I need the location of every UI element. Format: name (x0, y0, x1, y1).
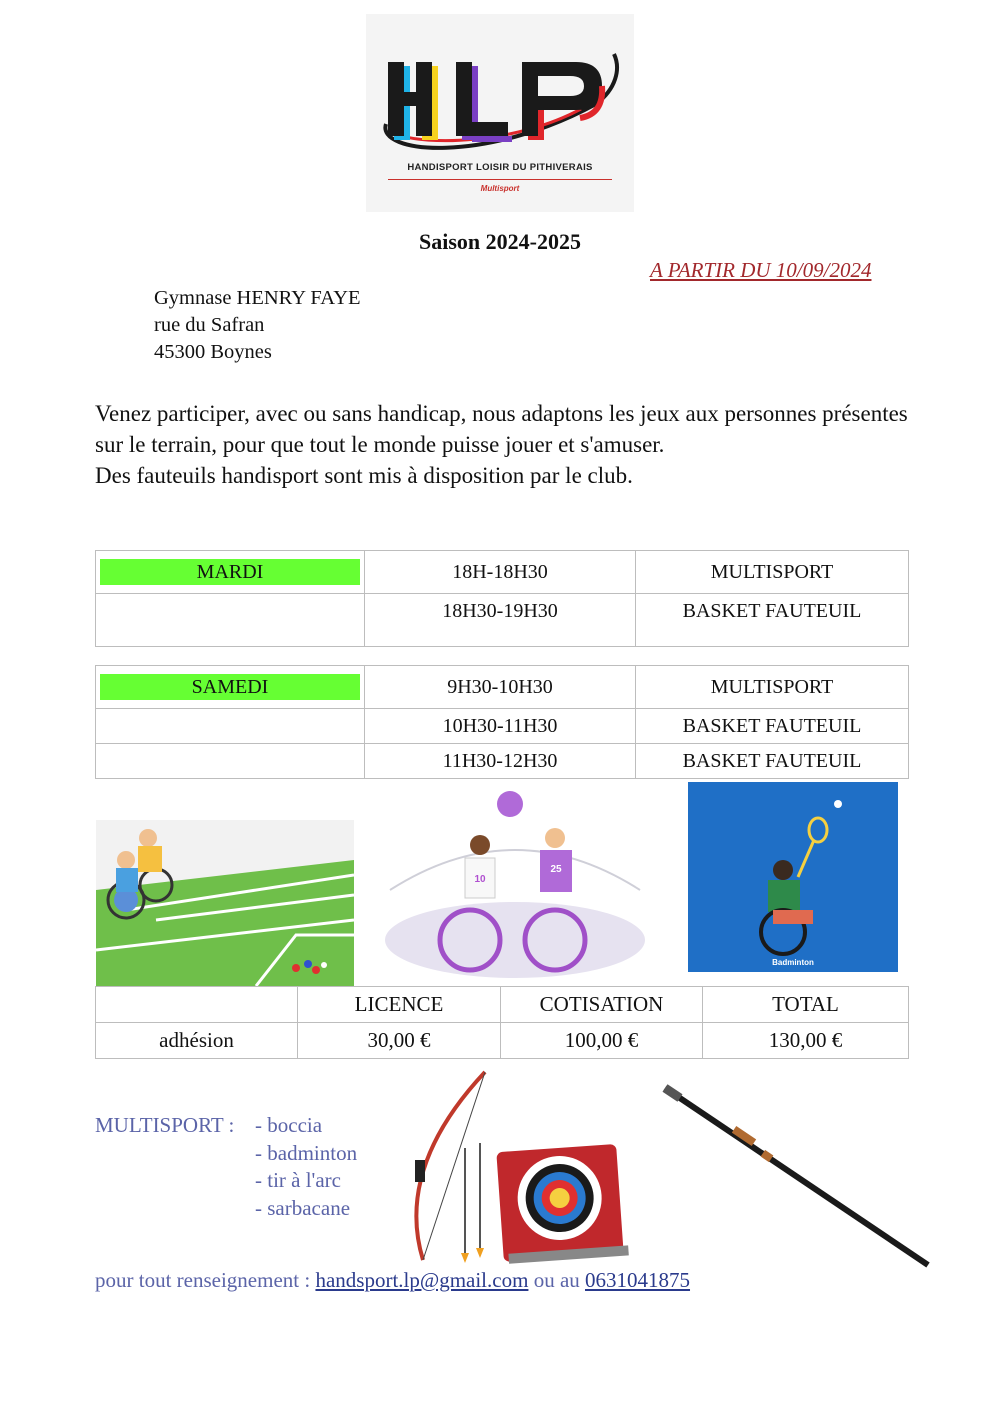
archery-illustration (405, 1068, 635, 1268)
licence-value: 30,00 € (298, 1023, 501, 1059)
wheelchair-note: Des fauteuils handisport sont mis à disposition par le club. (95, 463, 633, 488)
email-link[interactable]: handsport.lp@gmail.com (315, 1268, 529, 1292)
blowgun-illustration (660, 1080, 935, 1270)
boccia-illustration (96, 820, 354, 986)
empty-cell (96, 594, 365, 647)
time-cell: 18H30-19H30 (365, 594, 636, 647)
schedule-table-tuesday (95, 550, 909, 647)
list-item: - badminton (255, 1140, 358, 1165)
contact-middle: ou au (528, 1268, 586, 1292)
day-label: MARDI (100, 559, 360, 585)
fees-table (95, 986, 909, 1059)
start-date: A PARTIR DU 10/09/2024 (650, 258, 872, 282)
table-row (96, 709, 909, 744)
day-cell (96, 551, 365, 594)
total-value: 130,00 € (703, 1023, 909, 1059)
time-cell: 9H30-10H30 (365, 666, 636, 709)
multisport-label: MULTISPORT : (95, 1113, 235, 1137)
empty-cell (96, 709, 365, 744)
header-cotisation: COTISATION (501, 987, 703, 1023)
activity-cell: BASKET FAUTEUIL (636, 744, 909, 779)
contact-line (95, 1268, 690, 1293)
wheelchair-basketball-illustration (380, 790, 650, 982)
logo-club-name: HANDISPORT LOISIR DU PITHIVERAIS (407, 162, 593, 173)
venue-street: rue du Safran (154, 314, 265, 336)
header-empty (96, 987, 298, 1023)
activity-cell: BASKET FAUTEUIL (636, 709, 909, 744)
player-number-10: 10 (474, 874, 486, 885)
table-row (96, 1023, 909, 1059)
schedule-table-saturday (95, 665, 909, 779)
contact-prefix: pour tout renseignement : (95, 1268, 316, 1292)
empty-cell (96, 744, 365, 779)
badminton-illustration (688, 782, 898, 972)
table-header-row (96, 987, 909, 1023)
logo-divider (388, 179, 612, 180)
sport-list (255, 1112, 357, 1222)
list-item: - tir à l'arc (255, 1168, 341, 1192)
time-cell: 18H-18H30 (365, 551, 636, 594)
day-label: SAMEDI (100, 674, 360, 700)
time-cell: 11H30-12H30 (365, 744, 636, 779)
table-row (96, 551, 909, 594)
list-item: - sarbacane (255, 1195, 351, 1220)
intro-paragraph: Venez participer, avec ou sans handicap, nous adaptons les jeux aux personnes présentes sur le terrain, pour que tout le monde puisse jouer et s'amuser. (95, 401, 908, 457)
time-cell: 10H30-11H30 (365, 709, 636, 744)
intro-text (95, 398, 915, 491)
header-licence: LICENCE (298, 987, 501, 1023)
venue-name: Gymnase HENRY FAYE (154, 287, 361, 309)
header-total: TOTAL (703, 987, 909, 1023)
table-row (96, 744, 909, 779)
logo-subtitle: Multisport (480, 184, 520, 193)
phone-link[interactable]: 0631041875 (585, 1268, 691, 1292)
activity-cell: BASKET FAUTEUIL (636, 594, 909, 647)
hlp-logo-graphic (366, 14, 634, 212)
club-logo (366, 14, 634, 212)
row-label: adhésion (96, 1023, 298, 1059)
player-number-25: 25 (550, 864, 562, 875)
day-cell (96, 666, 365, 709)
venue-address (154, 285, 361, 366)
badminton-caption: Badminton (772, 958, 814, 967)
season-title: Saison 2024-2025 (419, 229, 581, 254)
cotisation-value: 100,00 € (501, 1023, 703, 1059)
table-row (96, 666, 909, 709)
venue-city: 45300 Boynes (154, 341, 272, 363)
activity-cell: MULTISPORT (636, 551, 909, 594)
list-item: - boccia (255, 1113, 323, 1137)
table-row (96, 594, 909, 647)
activity-cell: MULTISPORT (636, 666, 909, 709)
